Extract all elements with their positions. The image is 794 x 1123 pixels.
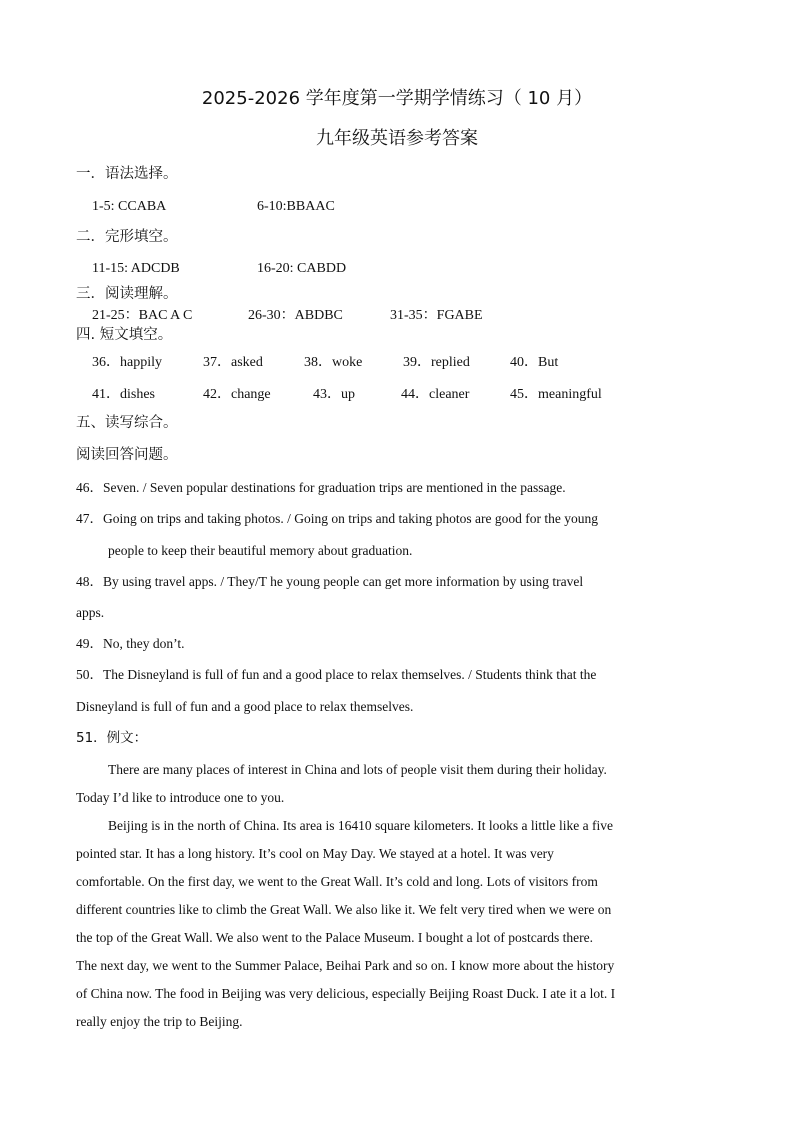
answer-16-20: 16-20: CABDD bbox=[257, 261, 347, 276]
answer-item: 37．asked bbox=[203, 355, 263, 370]
answer-11-15: 11-15: ADCDB bbox=[92, 261, 180, 276]
essay-line: the top of the Great Wall. We also went to the Palace Museum. I bought a lot of postcards there. bbox=[76, 930, 593, 945]
essay-line: Beijing is in the north of China. Its area is 16410 square kilometers. It looks a little like a five bbox=[108, 818, 614, 833]
essay-line: The next day, we went to the Summer Palace, Beihai Park and so on. I know more about the history bbox=[76, 958, 615, 973]
subheading-questions: 阅读回答问题。 bbox=[76, 447, 178, 463]
essay-line: different countries like to climb the Great Wall. We also like it. We felt very tired when we were on bbox=[76, 902, 612, 917]
answer-47-line2: people to keep their beautiful memory about graduation. bbox=[108, 543, 413, 558]
section-heading-grammar: 一．语法选择。 bbox=[76, 166, 178, 182]
answer-item: 41．dishes bbox=[92, 387, 155, 402]
essay-line: really enjoy the trip to Beijing. bbox=[76, 1014, 243, 1029]
section-heading-fill-blank: 四. 短文填空。 bbox=[76, 327, 173, 343]
essay-line: There are many places of interest in China and lots of people visit them during their holiday. bbox=[108, 762, 607, 777]
answer-50-line2: Disneyland is full of fun and a good place to relax themselves. bbox=[76, 699, 414, 714]
page-title: 2025-2026 学年度第一学期学情练习（ 10 月） bbox=[201, 88, 593, 109]
answer-21-25: 21-25：BAC A C bbox=[92, 308, 193, 323]
answer-48-line2: apps. bbox=[76, 605, 105, 620]
answer-item: 39．replied bbox=[403, 355, 470, 370]
answer-31-35: 31-35：FGABE bbox=[390, 308, 483, 323]
answer-50-line1: 50．The Disneyland is full of fun and a good place to relax themselves. / Students think that the bbox=[76, 667, 597, 682]
answer-26-30: 26-30：ABDBC bbox=[248, 308, 343, 323]
answer-item: 43．up bbox=[313, 387, 355, 402]
section-heading-reading: 三．阅读理解。 bbox=[76, 286, 178, 302]
page-subtitle: 九年级英语参考答案 bbox=[316, 128, 478, 149]
answer-48-line1: 48．By using travel apps. / They/T he young people can get more information by using travel bbox=[76, 574, 584, 589]
answer-51-label: 51．例文： bbox=[76, 730, 148, 746]
answer-49: 49．No, they don’t. bbox=[76, 636, 185, 651]
answer-item: 45．meaningful bbox=[510, 387, 602, 402]
essay-line: pointed star. It has a long history. It’s cool on May Day. We stayed at a hotel. It was very bbox=[76, 846, 554, 861]
essay-line: Today I’d like to introduce one to you. bbox=[76, 790, 285, 805]
essay-line: comfortable. On the first day, we went to the Great Wall. It’s cold and long. Lots of visitors from bbox=[76, 874, 598, 889]
answer-1-5: 1-5: CCABA bbox=[92, 199, 167, 214]
answer-47-line1: 47．Going on trips and taking photos. / Going on trips and taking photos are good for the young bbox=[76, 511, 598, 526]
answer-item: 42．change bbox=[203, 387, 271, 402]
answer-item: 44．cleaner bbox=[401, 387, 470, 402]
answer-6-10: 6-10:BBAAC bbox=[257, 199, 335, 214]
section-heading-reading-writing: 五、读写综合。 bbox=[76, 415, 178, 431]
section-heading-cloze: 二．完形填空。 bbox=[76, 229, 178, 245]
answer-item: 40．But bbox=[510, 355, 559, 370]
answer-46: 46．Seven. / Seven popular destinations for graduation trips are mentioned in the passage. bbox=[76, 480, 566, 495]
answer-item: 36．happily bbox=[92, 355, 162, 370]
answer-item: 38．woke bbox=[304, 355, 363, 370]
essay-line: of China now. The food in Beijing was very delicious, especially Beijing Roast Duck. I ate it a lot. I bbox=[76, 986, 616, 1001]
